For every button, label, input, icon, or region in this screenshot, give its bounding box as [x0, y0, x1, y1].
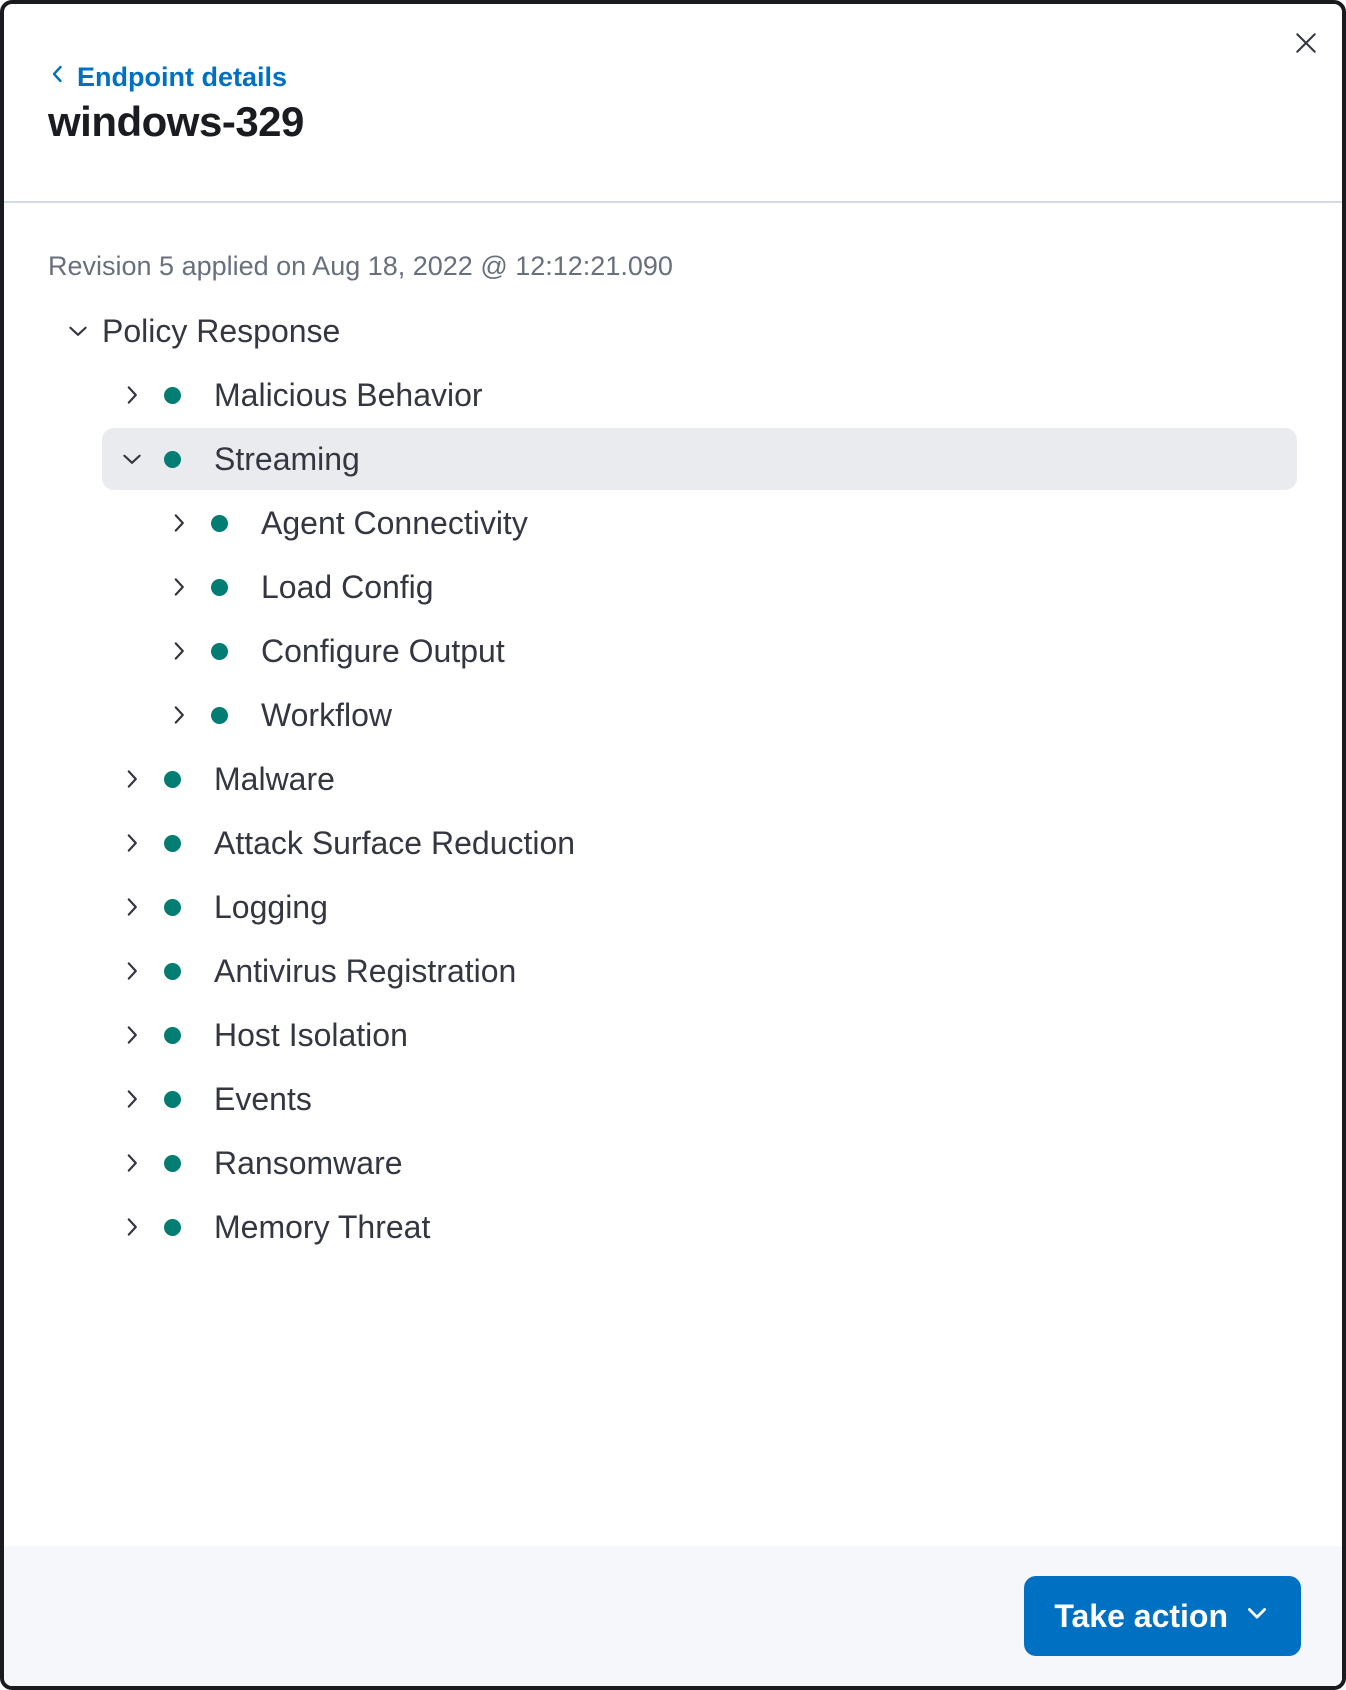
tree-node-load-config[interactable]	[4, 555, 1342, 619]
status-dot-icon	[164, 771, 181, 788]
status-dot-icon	[164, 1155, 181, 1172]
tree-node-label: Memory Threat	[214, 1208, 431, 1245]
chevron-right-icon[interactable]	[118, 1021, 146, 1049]
tree-node-agent-connectivity[interactable]	[4, 491, 1342, 555]
status-dot-icon	[211, 707, 228, 724]
chevron-right-icon[interactable]	[118, 957, 146, 985]
status-dot-icon	[164, 1027, 181, 1044]
status-dot-icon	[164, 835, 181, 852]
tree-node-label: Malicious Behavior	[214, 376, 483, 413]
header-divider	[4, 201, 1342, 203]
tree-node-ransomware[interactable]	[4, 1131, 1342, 1195]
status-dot-icon	[164, 1091, 181, 1108]
chevron-down-icon[interactable]	[118, 445, 146, 473]
chevron-right-icon[interactable]	[118, 1213, 146, 1241]
chevron-right-icon[interactable]	[118, 1149, 146, 1177]
status-dot-icon	[164, 963, 181, 980]
tree-node-label: Antivirus Registration	[214, 952, 517, 989]
status-dot-icon	[164, 899, 181, 916]
tree-node-label: Ransomware	[214, 1144, 403, 1181]
chevron-right-icon[interactable]	[118, 893, 146, 921]
chevron-right-icon[interactable]	[118, 381, 146, 409]
back-link-label: Endpoint details	[77, 61, 288, 92]
chevron-left-icon	[46, 62, 70, 93]
back-to-endpoint-details-link[interactable]	[46, 58, 287, 96]
tree-node-label: Malware	[214, 760, 335, 797]
flyout-footer	[4, 1546, 1342, 1686]
close-button[interactable]	[1282, 20, 1330, 68]
tree-node-antivirus-registration[interactable]	[4, 939, 1342, 1003]
chevron-right-icon[interactable]	[165, 637, 193, 665]
chevron-right-icon[interactable]	[165, 701, 193, 729]
tree-node-configure-output[interactable]	[4, 619, 1342, 683]
tree-node-logging[interactable]	[4, 875, 1342, 939]
status-dot-icon	[164, 387, 181, 404]
status-dot-icon	[211, 515, 228, 532]
status-dot-icon	[211, 579, 228, 596]
tree-node-label: Load Config	[261, 568, 434, 605]
tree-node-label: Host Isolation	[214, 1016, 408, 1053]
page-title: windows-329	[48, 98, 304, 145]
policy-response-tree	[4, 299, 1342, 1259]
tree-node-malicious-behavior[interactable]	[4, 363, 1342, 427]
tree-node-label: Policy Response	[102, 312, 341, 349]
status-dot-icon	[211, 643, 228, 660]
tree-node-streaming[interactable]	[4, 427, 1342, 491]
tree-node-label: Configure Output	[261, 632, 505, 669]
take-action-label: Take action	[1054, 1597, 1228, 1634]
chevron-right-icon[interactable]	[165, 509, 193, 537]
tree-node-label: Events	[214, 1080, 312, 1117]
revision-note: Revision 5 applied on Aug 18, 2022 @ 12:12:21.090	[48, 251, 673, 281]
chevron-right-icon[interactable]	[118, 765, 146, 793]
chevron-right-icon[interactable]	[165, 573, 193, 601]
close-icon	[1291, 28, 1321, 61]
take-action-button[interactable]	[1024, 1576, 1301, 1656]
tree-node-host-isolation[interactable]	[4, 1003, 1342, 1067]
status-dot-icon	[164, 1219, 181, 1236]
tree-node-label: Agent Connectivity	[261, 504, 528, 541]
tree-node-policy-response[interactable]	[4, 299, 1342, 363]
tree-node-memory-threat[interactable]	[4, 1195, 1342, 1259]
chevron-right-icon[interactable]	[118, 829, 146, 857]
tree-node-label: Attack Surface Reduction	[214, 824, 576, 861]
tree-node-label: Streaming	[214, 440, 360, 477]
tree-node-workflow[interactable]	[4, 683, 1342, 747]
status-dot-icon	[164, 451, 181, 468]
chevron-right-icon[interactable]	[118, 1085, 146, 1113]
tree-node-malware[interactable]	[4, 747, 1342, 811]
chevron-down-icon[interactable]	[64, 317, 92, 345]
tree-node-events[interactable]	[4, 1067, 1342, 1131]
tree-node-label: Logging	[214, 888, 328, 925]
tree-node-label: Workflow	[261, 696, 392, 733]
chevron-down-icon	[1243, 1598, 1271, 1635]
tree-node-attack-surface-reduction[interactable]	[4, 811, 1342, 875]
